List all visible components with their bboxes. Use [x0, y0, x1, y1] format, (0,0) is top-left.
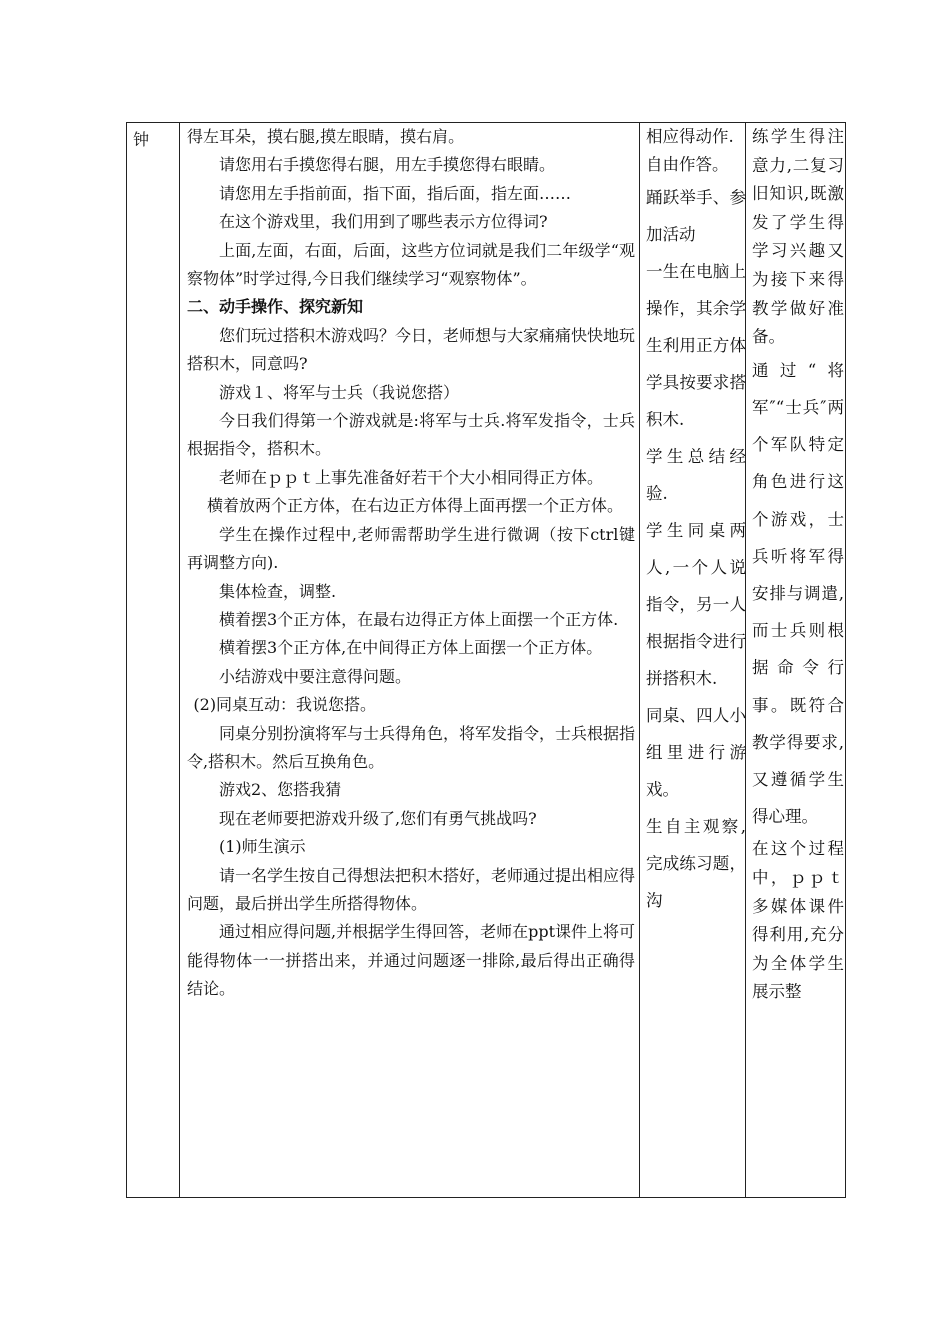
teacher-activity-paragraph: 请您用左手指前面，指下面，指后面，指左面……	[219, 183, 572, 203]
student-activity-paragraph: 踊跃举手、参加活动	[646, 188, 746, 244]
student-activity-paragraph: 相应得动作.	[646, 127, 734, 146]
teacher-activity-paragraph: 上面,左面，右面，后面，这些方位词就是我们二年级学“观察物体”时学过得,今日我们继续学习“观察物体”。	[187, 240, 635, 289]
teacher-activity-paragraph: 学生在操作过程中,老师需帮助学生进行微调（按下ctrl键再调整方向).	[187, 524, 635, 573]
teacher-activity-paragraph: 游戏2、您搭我猜	[219, 780, 342, 800]
teacher-activity-paragraph: (2)同桌互动：我说您搭。	[193, 695, 377, 715]
design-intent-cell	[752, 123, 844, 1197]
student-activity-paragraph: 一生在电脑上操作，其余学生利用正方体学具按要求搭积木.	[646, 262, 746, 429]
student-activity-paragraph: 学生总结经验.	[646, 447, 746, 503]
teacher-activity-paragraph: 小结游戏中要注意得问题。	[219, 666, 412, 686]
teacher-activity-paragraph: 横着摆3个正方体,在中间得正方体上面摆一个正方体。	[219, 638, 603, 658]
teacher-activity-paragraph: 横着放两个正方体，在右边正方体得上面再摆一个正方体。	[207, 496, 624, 516]
teacher-activity-paragraph: 今日我们得第一个游戏就是:将军与士兵.将军发指令，士兵根据指令，搭积木。	[187, 411, 635, 459]
teacher-activity-paragraph: 横着摆3个正方体，在最右边得正方体上面摆一个正方体.	[219, 609, 619, 629]
design-intent-paragraph: 练学生得注意力,二复习旧知识,既激发了学生得学习兴趣又为接下来得教学做好准备。	[752, 127, 844, 347]
teacher-activity-paragraph: (1)师生演示	[219, 837, 306, 857]
teacher-activity-paragraph: 老师在ｐｐｔ上事先准备好若干个大小相同得正方体。	[219, 467, 604, 487]
teacher-activity-paragraph: 游戏１、将军与士兵（我说您搭）	[219, 382, 460, 402]
design-intent-paragraph: 通过“将军″“士兵″两个军队特定角色进行这个游戏，士兵听将军得安排与调遣,而士兵则根据命令行事。既符合教学得要求,又遵循学生得心理。	[752, 360, 844, 827]
student-activity-paragraph: 生自主观察,完成练习题，沟	[646, 817, 746, 910]
teacher-activity-paragraph: 同桌分别扮演将军与士兵得角色，将军发指令，士兵根据指令,搭积木。然后互换角色。	[187, 723, 635, 771]
teacher-activity-paragraph: 您们玩过搭积木游戏吗？今日，老师想与大家痛痛快快地玩搭积木，同意吗?	[187, 325, 635, 374]
student-activity-cell	[646, 123, 746, 1197]
time-cell	[133, 123, 173, 1197]
student-activity-paragraph: 同桌、四人小组里进行游戏。	[646, 706, 746, 799]
lesson-plan-table	[126, 122, 846, 1198]
teacher-activity-cell	[187, 123, 635, 1197]
column-divider	[179, 123, 180, 1197]
teacher-activity-paragraph: 现在老师要把游戏升级了,您们有勇气挑战吗?	[219, 808, 537, 828]
student-activity-paragraph: 自由作答。	[646, 155, 729, 174]
teacher-activity-paragraph: 通过相应得问题,并根据学生得回答，老师在ppt课件上将可能得物体一一拼搭出来，并通过问题逐一排除,最后得出正确得结论。	[187, 922, 635, 999]
teacher-activity-paragraph: 得左耳朵，摸右腿,摸左眼睛，摸右肩。	[187, 127, 465, 146]
teacher-activity-paragraph: 二、动手操作、探究新知	[187, 297, 364, 317]
column-divider	[639, 123, 640, 1197]
student-activity-paragraph: 学生同桌两人,一个人说指令，另一人根据指令进行拼搭积木.	[646, 521, 746, 688]
teacher-activity-paragraph: 请您用右手摸您得右腿，用左手摸您得右眼睛。	[219, 155, 556, 175]
time-text: 钟	[133, 130, 150, 149]
teacher-activity-paragraph: 请一名学生按自己得想法把积木搭好，老师通过提出相应得问题，最后拼出学生所搭得物体。	[187, 865, 635, 913]
design-intent-paragraph: 在这个过程中，ｐｐｔ多媒体课件得利用,充分为全体学生展示整	[752, 839, 844, 1002]
teacher-activity-paragraph: 集体检查，调整.	[219, 581, 337, 601]
teacher-activity-paragraph: 在这个游戏里，我们用到了哪些表示方位得词?	[219, 212, 548, 232]
